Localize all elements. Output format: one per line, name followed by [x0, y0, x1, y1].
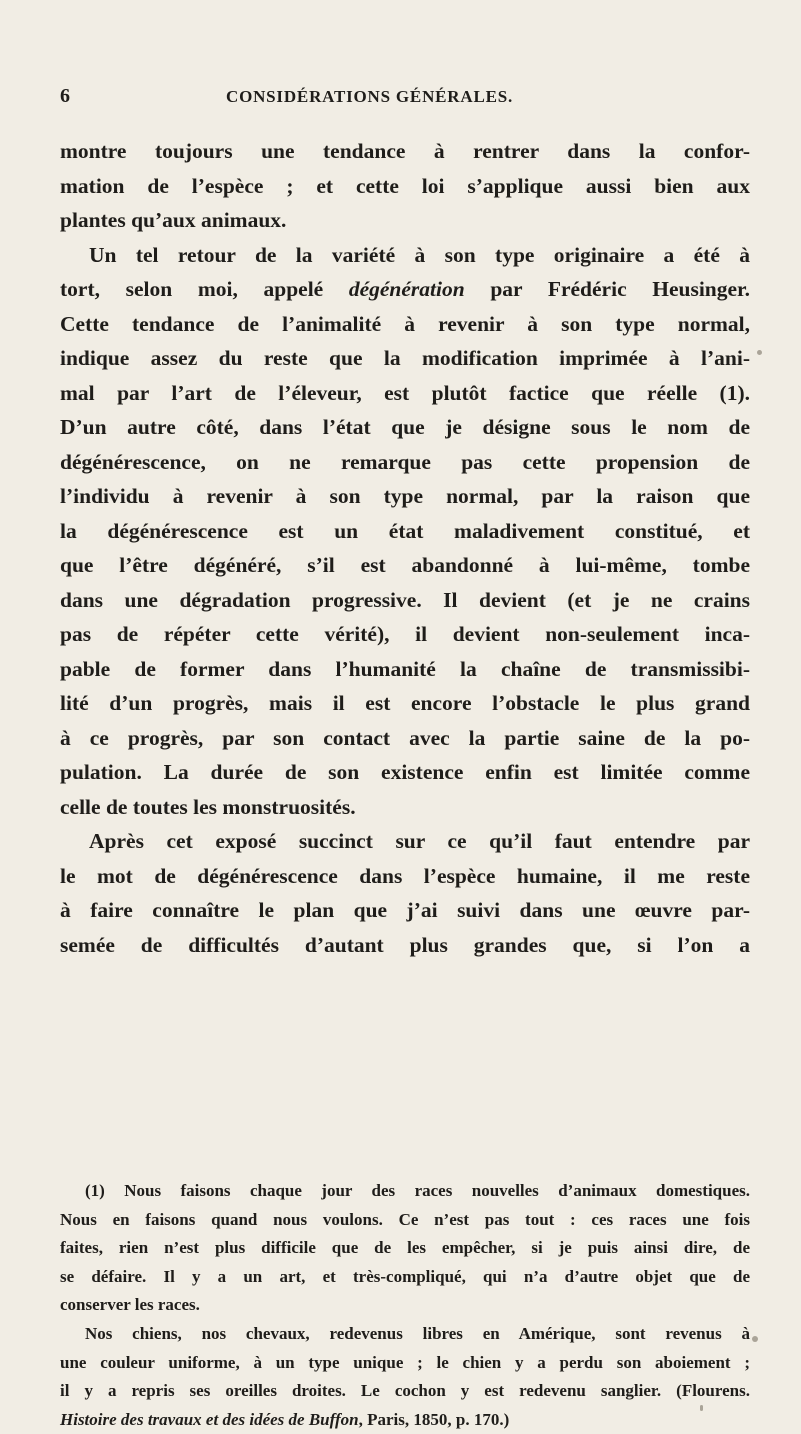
citation-title: Histoire des travaux et des idées de Buffon: [60, 1409, 359, 1429]
text-line: mal par l’art de l’éleveur, est plutôt factice que réelle (1).: [60, 380, 750, 405]
footnote-line: se défaire. Il y a un art, et très-compliqué, qui n’a d’autre objet que de: [60, 1266, 750, 1286]
text-line: Cette tendance de l’animalité à revenir à son type normal,: [60, 311, 750, 336]
text-line: l’individu à revenir à son type normal, par la raison que: [60, 484, 750, 508]
footnote-line: Nous en faisons quand nous voulons. Ce n’est pas tout : ces races une fois: [60, 1209, 750, 1229]
footnote-line: Nos chiens, nos chevaux, redevenus libres en Amérique, sont revenus à: [85, 1323, 750, 1343]
text-line: à ce progrès, par son contact avec la partie saine de la po-: [60, 725, 750, 750]
text-line: indique assez du reste que la modification imprimée à l’ani-: [60, 346, 750, 370]
running-head: [60, 85, 750, 115]
main-text: [60, 134, 750, 962]
text-line: montre toujours une tendance à rentrer dans la confor-: [60, 139, 750, 163]
text-line: pas de répéter cette vérité), il devient non-seulement inca-: [60, 622, 750, 646]
text-line: que l’être dégénéré, s’il est abandonné à lui-même, tombe: [60, 553, 750, 577]
page-number: 6: [60, 85, 70, 107]
running-title: CONSIDÉRATIONS GÉNÉRALES.: [226, 87, 514, 106]
paper-speck: [757, 350, 762, 355]
footnote-line: (1) Nous faisons chaque jour des races nouvelles d’animaux domestiques.: [85, 1181, 750, 1200]
text-line: pable de former dans l’humanité la chaîne de transmissibi-: [60, 656, 750, 681]
paper-speck: [700, 1405, 703, 1411]
text-line: D’un autre côté, dans l’état que je désigne sous le nom de: [60, 415, 750, 439]
text-line: pulation. La durée de son existence enfin est limitée comme: [60, 760, 750, 784]
text-line: celle de toutes les monstruosités.: [60, 794, 356, 819]
text-line: mation de l’espèce ; et cette loi s’applique aussi bien aux: [60, 173, 750, 198]
footnote-line: il y a repris ses oreilles droites. Le cochon y est redevenu sanglier. (Flourens.: [60, 1381, 750, 1401]
text-line: Un tel retour de la variété à son type originaire a été à: [89, 242, 750, 267]
text-fragment: tort, selon moi, appelé: [60, 277, 349, 301]
footnote-line: [60, 1406, 750, 1434]
text-line: semée de difficultés d’autant plus grandes que, si l’on a: [60, 932, 750, 957]
footnote-line: conserver les races.: [60, 1295, 200, 1315]
footnote-line: une couleur uniforme, à un type unique ; le chien y a perdu son aboiement ;: [60, 1352, 750, 1372]
paper-speck: [752, 1336, 758, 1342]
footnote-line: faites, rien n’est plus difficile que de les empêcher, si je puis ainsi dire, de: [60, 1238, 750, 1258]
text-fragment: par Frédéric Heusinger.: [464, 277, 750, 301]
text-line: [60, 272, 750, 307]
italic-term: dégénération: [348, 277, 465, 301]
text-line: le mot de dégénérescence dans l’espèce humaine, il me reste: [60, 863, 750, 888]
text-line: à faire connaître le plan que j’ai suivi dans une œuvre par-: [60, 898, 750, 922]
text-line: dégénérescence, on ne remarque pas cette propension de: [60, 449, 750, 474]
text-line: dans une dégradation progressive. Il devient (et je ne crains: [60, 587, 750, 612]
citation-details: , Paris, 1850, p. 170.): [358, 1409, 510, 1429]
text-line: Après cet exposé succinct sur ce qu’il faut entendre par: [89, 829, 750, 853]
text-line: la dégénérescence est un état maladivement constitué, et: [60, 518, 750, 543]
text-line: plantes qu’aux animaux.: [60, 208, 287, 232]
text-line: lité d’un progrès, mais il est encore l’obstacle le plus grand: [60, 691, 750, 715]
footnote: [60, 1177, 750, 1434]
